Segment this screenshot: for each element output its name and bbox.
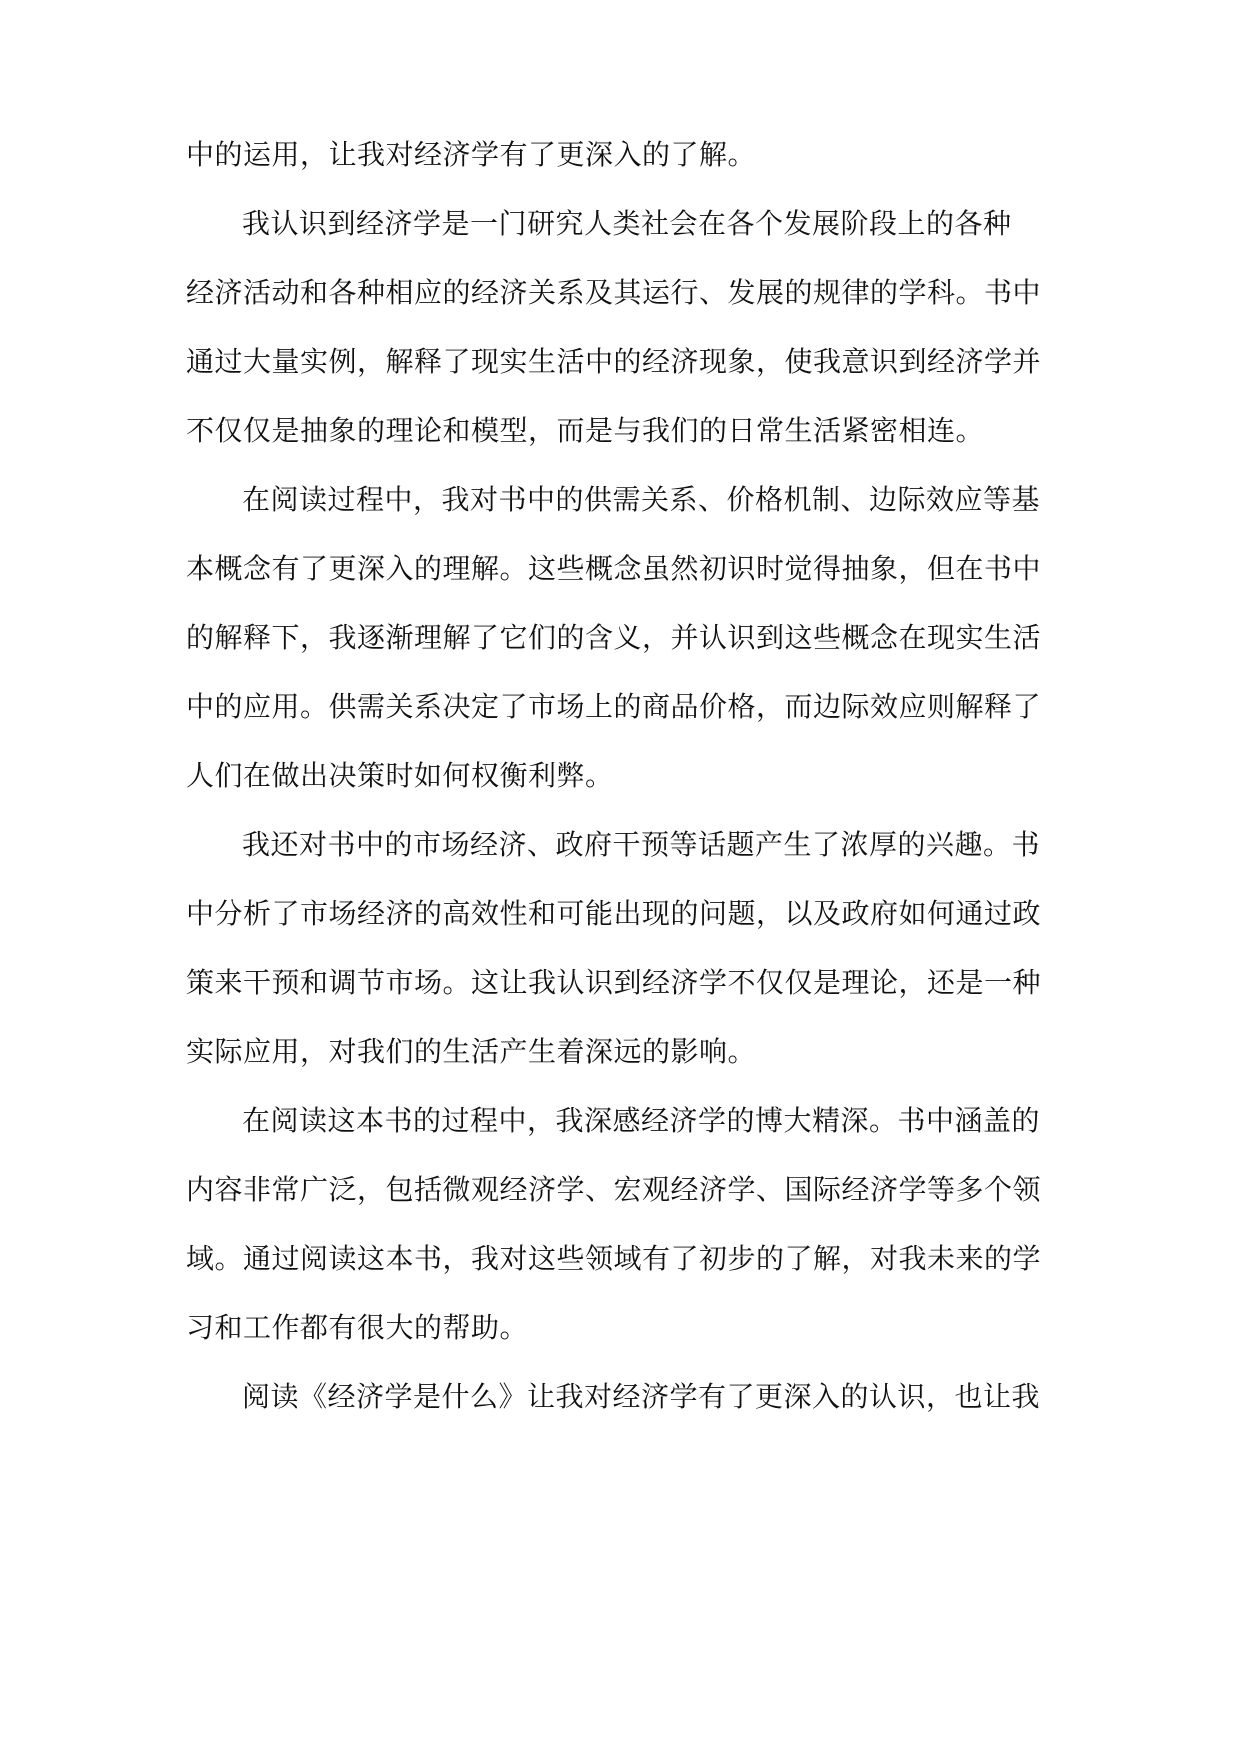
text-line: 实际应用，对我们的生活产生着深远的影响。 xyxy=(186,1035,757,1068)
text-line: 的解释下，我逐渐理解了它们的含义，并认识到这些概念在现实生活 xyxy=(186,621,1042,654)
paragraph-first-line: 我认识到经济学是一门研究人类社会在各个发展阶段上的各种 xyxy=(242,207,1012,240)
text-line: 中分析了市场经济的高效性和可能出现的问题，以及政府如何通过政 xyxy=(186,897,1042,930)
text-line: 经济活动和各种相应的经济关系及其运行、发展的规律的学科。书中 xyxy=(186,276,1042,309)
body-text xyxy=(186,120,1056,1431)
paragraph-first-line: 阅读《经济学是什么》让我对经济学有了更深入的认识，也让我 xyxy=(242,1380,1041,1413)
text-line: 不仅仅是抽象的理论和模型，而是与我们的日常生活紧密相连。 xyxy=(186,414,985,447)
text-line: 中的运用，让我对经济学有了更深入的了解。 xyxy=(186,138,757,171)
text-line: 人们在做出决策时如何权衡利弊。 xyxy=(186,759,614,792)
paragraph-first-line: 在阅读过程中，我对书中的供需关系、价格机制、边际效应等基 xyxy=(242,483,1041,516)
text-line: 本概念有了更深入的理解。这些概念虽然初识时觉得抽象，但在书中 xyxy=(186,552,1042,585)
text-line: 内容非常广泛，包括微观经济学、宏观经济学、国际经济学等多个领 xyxy=(186,1173,1042,1206)
text-line: 域。通过阅读这本书，我对这些领域有了初步的了解，对我未来的学 xyxy=(186,1242,1042,1275)
text-line: 通过大量实例，解释了现实生活中的经济现象，使我意识到经济学并 xyxy=(186,345,1042,378)
paragraph-first-line: 我还对书中的市场经济、政府干预等话题产生了浓厚的兴趣。书 xyxy=(242,828,1041,861)
text-line: 策来干预和调节市场。这让我认识到经济学不仅仅是理论，还是一种 xyxy=(186,966,1042,999)
text-line: 习和工作都有很大的帮助。 xyxy=(186,1311,529,1344)
text-line: 中的应用。供需关系决定了市场上的商品价格，而边际效应则解释了 xyxy=(186,690,1042,723)
paragraph-first-line: 在阅读这本书的过程中，我深感经济学的博大精深。书中涵盖的 xyxy=(242,1104,1041,1137)
